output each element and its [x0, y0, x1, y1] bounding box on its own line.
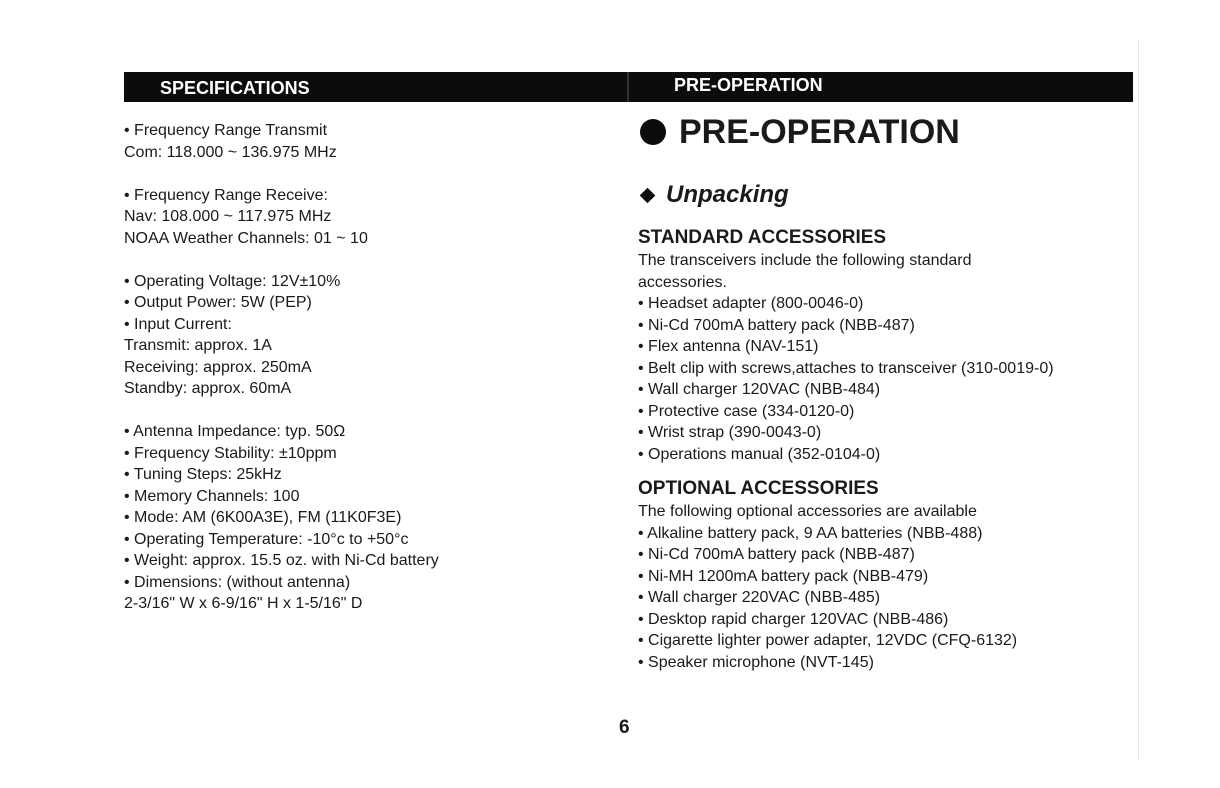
spec-group-general — [124, 421, 594, 615]
section-subtitle — [638, 178, 1118, 212]
list-item: • Alkaline battery pack, 9 AA batteries (NBB-488) — [638, 524, 983, 542]
spec-line: • Operating Temperature: -10°c to +50°c — [124, 530, 409, 548]
list-item: • Flex antenna (NAV-151) — [638, 338, 819, 355]
spec-line: • Mode: AM (6K00A3E), FM (11K0F3E) — [124, 509, 402, 526]
spec-group-receive — [124, 185, 594, 250]
spec-line: • Dimensions: (without antenna) — [124, 573, 351, 591]
spec-line: • Tuning Steps: 25kHz — [124, 466, 282, 483]
spec-line: • Operating Voltage: 12V±10% — [124, 272, 341, 290]
spec-line: NOAA Weather Channels: 01 ~ 10 — [124, 229, 368, 247]
standard-accessories-list — [638, 293, 1118, 465]
list-item: • Operations manual (352-0104-0) — [638, 445, 881, 463]
diamond-icon — [640, 187, 656, 203]
list-item: • Speaker microphone (NVT-145) — [638, 653, 874, 671]
spec-line: Standby: approx. 60mA — [124, 380, 292, 397]
intro-line: The transceivers include the following standard — [638, 252, 972, 269]
list-item: • Headset adapter (800-0046-0) — [638, 295, 864, 312]
spec-line: Transmit: approx. 1A — [124, 337, 272, 354]
spec-line: • Output Power: 5W (PEP) — [124, 294, 312, 311]
standard-accessories-heading: STANDARD ACCESSORIES — [638, 227, 887, 248]
specifications-header-bar — [124, 72, 628, 102]
optional-accessories-heading: OPTIONAL ACCESSORIES — [638, 478, 879, 499]
standard-accessories-intro — [638, 250, 1118, 293]
specifications-header-label: SPECIFICATIONS — [160, 78, 310, 98]
spec-line: • Antenna Impedance: typ. 50Ω — [124, 423, 346, 440]
list-item: • Ni-MH 1200mA battery pack (NBB-479) — [638, 567, 929, 585]
spec-line: Com: 118.000 ~ 136.975 MHz — [124, 143, 337, 161]
pre-operation-header-label: PRE-OPERATION — [674, 75, 823, 95]
optional-accessories-list — [638, 523, 1118, 674]
spec-line: Receiving: approx. 250mA — [124, 358, 312, 376]
list-item: • Belt clip with screws,attaches to transceiver (310-0019-0) — [638, 359, 1054, 377]
list-item: • Wall charger 220VAC (NBB-485) — [638, 589, 881, 606]
list-item: • Cigarette lighter power adapter, 12VDC (CFQ-6132) — [638, 632, 1018, 649]
spec-line: • Memory Channels: 100 — [124, 487, 300, 505]
page-number: 6 — [619, 717, 630, 738]
filled-circle-icon — [640, 119, 666, 145]
pre-operation-column — [638, 108, 1118, 673]
intro-line: accessories. — [638, 273, 727, 291]
page-edge-line — [1138, 40, 1139, 760]
intro-line: The following optional accessories are available — [638, 503, 977, 520]
list-item: • Wrist strap (390-0043-0) — [638, 424, 822, 441]
spec-group-transmit — [124, 120, 594, 163]
list-item: • Ni-Cd 700mA battery pack (NBB-487) — [638, 546, 915, 563]
page-title — [638, 108, 1118, 156]
spec-line: • Frequency Stability: ±10ppm — [124, 444, 337, 462]
spec-line: 2-3/16" W x 6-9/16" H x 1-5/16" D — [124, 595, 363, 612]
list-item: • Desktop rapid charger 120VAC (NBB-486) — [638, 610, 949, 628]
spec-line: Nav: 108.000 ~ 117.975 MHz — [124, 208, 332, 225]
list-item: • Ni-Cd 700mA battery pack (NBB-487) — [638, 316, 915, 334]
section-subtitle-text: Unpacking — [666, 181, 789, 208]
header-divider — [627, 72, 629, 102]
specifications-column — [124, 120, 594, 636]
page-title-text: PRE-OPERATION — [679, 113, 960, 151]
spec-line: • Frequency Range Transmit — [124, 122, 328, 139]
spec-line: • Weight: approx. 15.5 oz. with Ni-Cd battery — [124, 552, 439, 569]
list-item: • Protective case (334-0120-0) — [638, 402, 855, 420]
spec-line: • Frequency Range Receive: — [124, 186, 328, 204]
pre-operation-header-bar — [628, 72, 1133, 102]
optional-accessories-intro — [638, 501, 1118, 523]
list-item: • Wall charger 120VAC (NBB-484) — [638, 381, 881, 398]
spec-line: • Input Current: — [124, 315, 232, 333]
spec-group-power — [124, 271, 594, 400]
